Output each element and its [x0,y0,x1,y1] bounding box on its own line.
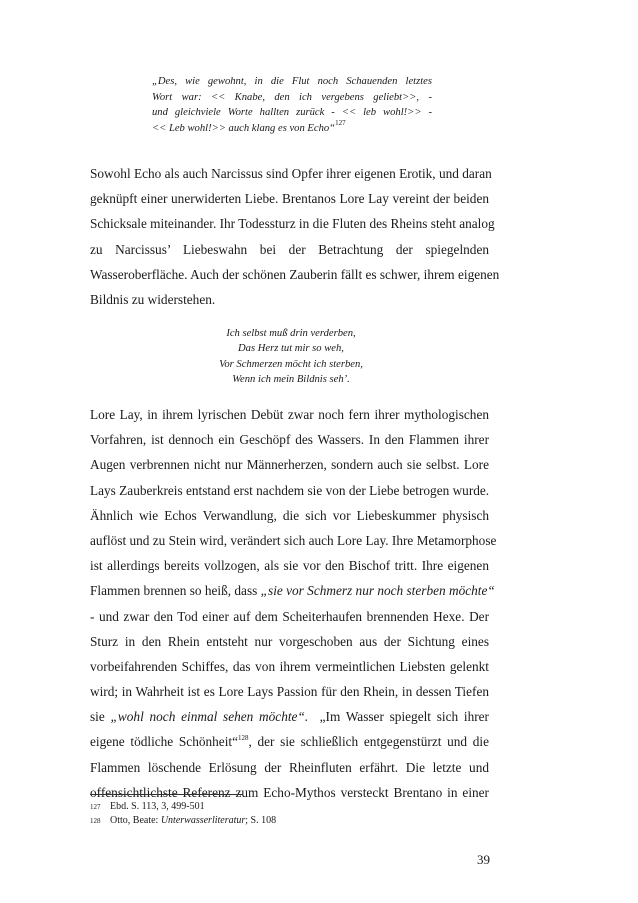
inline-quote: „wohl noch einmal sehen möchte“. [110,709,309,725]
page-number: 39 [477,852,490,867]
footnote-separator [90,794,243,795]
footnote-title: Unterwasserliteratur [160,815,246,826]
text-line: - und zwar den Tod einer auf dem Scheiterhaufen brennenden Hexe. Der [90,608,489,624]
text-line: Flammen löschende Erlösung der Rheinfluten erfährt. Die letzte und [90,759,489,775]
poem-line: Wenn ich mein Bildnis seh’. [232,373,350,385]
text-line: eigene tödliche Schönheit“$^{128}$, der sie schließlich entgegenstürzt und die [90,734,489,750]
paragraph-echo-narcissus [90,161,500,312]
footnote-128: 128 Otto, Beate: Unterwasserliteratur; S. 108 [90,815,277,826]
quote-line: << Leb wohl!>> auch klang es von Echo“$^{127}$ [152,118,346,134]
text-line: ist allerdings bereits vollzogen, als sie vor den Bischof tritt. Ihre eigenen [90,558,489,574]
text-line: wird; in Wahrheit ist es Lore Lays Passion für den Rhein, in dessen Tiefen [90,684,489,700]
text-line: Vorfahren, ist dennoch ein Geschöpf des Wassers. In den Flammen ihrer [90,432,489,448]
poem-quote [186,326,396,387]
footnote-number: 127 [90,803,101,811]
text-line: Schicksale miteinander. Ihr Todessturz in die Fluten des Rheins steht analog [90,216,495,232]
footnote-text: Ebd. S. 113, 3, 499-501 [110,801,205,812]
text-line: Augen verbrennen nicht nur Männerherzen, sondern auch sie selbst. Lore [90,457,489,473]
text-line: offensichtlichste Referenz zum Echo-Mythos versteckt Brentano in einer [90,784,489,800]
text-line: zu Narcissus’ Liebeswahn bei der Betrachtung der spiegelnden [90,241,489,257]
text-line: sie „wohl noch einmal sehen möchte“. „Im Wasser spiegelt sich ihrer [90,709,489,725]
text-line: Lays Zauberkreis entstand erst nachdem sie von der Liebe betrogen wurde. [90,482,490,498]
quote-line: „Des, wie gewohnt, in die Flut noch Schauenden letztes [152,76,432,87]
text-line: Flammen brennen so heiß, dass „sie vor Schmerz nur noch sterben möchte“ [90,583,495,599]
text-line: geknüpft einer unerwiderten Liebe. Brentanos Lore Lay vereint der beiden [90,191,489,207]
footnote-127 [90,801,205,813]
poem-line: Das Herz tut mir so weh, [238,343,344,355]
footnote-ref-127: 127 [335,118,346,127]
poem-line: Ich selbst muß drin verderben, [226,328,356,339]
poem-line: Vor Schmerzen möcht ich sterben, [219,358,363,370]
block-quote-echo [152,74,432,136]
quote-line: Wort war: << Knabe, den ich vergebens geliebt>>, - [152,91,432,103]
footnote-ref-128: 128 [237,734,249,743]
text-line: Ähnlich wie Echos Verwandlung, die sich vor Liebeskummer physisch [90,507,489,523]
text-line: Bildnis zu widerstehen. [90,291,216,307]
footnote-number: 128 [90,817,101,825]
text-line: Sturz in den Rhein entsteht nur vorgeschoben aus der Sichtung eines [90,633,489,649]
text-line: vorbeifahrenden Schiffes, das von ihrem vermeintlichen Liebsten gelenkt [90,658,489,674]
text-line: Wasseroberfläche. Auch der schönen Zauberin fällt es schwer, ihrem eigenen [90,266,500,282]
inline-quote: „sie vor Schmerz nur noch sterben möchte“ [260,583,495,599]
text-line: Sowohl Echo als auch Narcissus sind Opfer ihrer eigenen Erotik, und daran [90,166,492,181]
paragraph-lore-lay [90,402,497,805]
text-line: Lore Lay, in ihrem lyrischen Debüt zwar noch fern ihrer mythologischen [90,407,489,422]
quote-line: und gleichviele Worte hallten zurück - << leb wohl!>> - [152,107,432,118]
text-line: auflöst und zu Stein wird, verändert sich auch Lore Lay. Ihre Metamorphose [90,532,497,548]
